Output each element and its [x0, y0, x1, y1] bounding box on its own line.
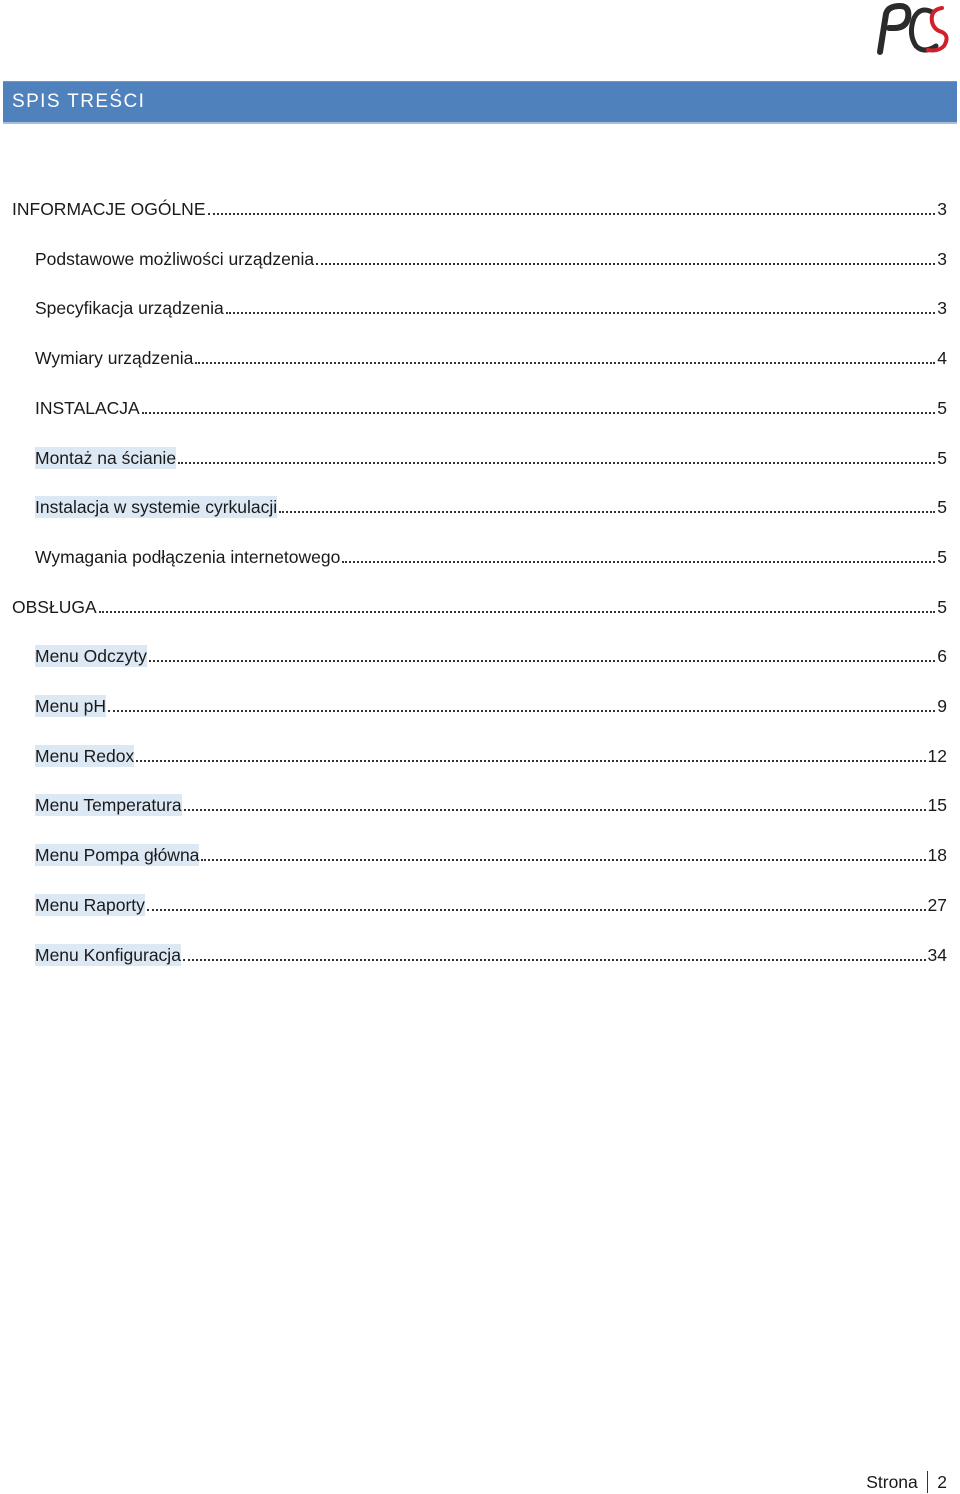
toc-entry-label[interactable]: OBSŁUGA — [12, 597, 97, 617]
toc-dot-leader — [316, 262, 935, 265]
toc-entry-page[interactable]: 6 — [937, 646, 947, 666]
toc-entry[interactable] — [35, 842, 947, 866]
toc-entry-page[interactable]: 5 — [937, 547, 947, 567]
toc-entry-page[interactable]: 15 — [927, 795, 947, 815]
toc-entry-label[interactable]: Montaż na ścianie — [35, 448, 177, 468]
footer-label: Strona — [866, 1471, 918, 1492]
toc-entry[interactable] — [35, 494, 947, 518]
toc-entry-page[interactable]: 34 — [927, 945, 947, 965]
toc-entry-label[interactable]: Specyfikacja urządzenia — [35, 298, 224, 318]
toc-entry-page[interactable]: 4 — [937, 348, 947, 368]
toc-entry-page[interactable]: 3 — [937, 249, 947, 269]
toc-dot-leader — [342, 560, 935, 563]
toc-entry[interactable] — [35, 445, 947, 469]
toc-dot-leader — [279, 510, 935, 513]
toc-dot-leader — [183, 958, 926, 961]
toc-entry[interactable] — [35, 544, 947, 568]
toc-dot-leader — [149, 659, 935, 662]
toc-dot-leader — [195, 361, 935, 364]
toc-entry-label[interactable]: Menu Raporty — [35, 895, 145, 915]
toc-dot-leader — [136, 759, 925, 762]
toc-entry[interactable] — [35, 743, 947, 767]
toc-entry[interactable] — [12, 196, 947, 220]
pcs-logo-icon — [870, 0, 952, 58]
toc-entry-label[interactable]: Menu Temperatura — [35, 795, 182, 815]
toc-entry[interactable] — [35, 246, 947, 270]
toc-title: SPIS TREŚCI — [12, 91, 146, 112]
toc-entry[interactable] — [35, 792, 947, 816]
toc-entry[interactable] — [35, 345, 947, 369]
toc-entry-page[interactable]: 3 — [937, 298, 947, 318]
toc-dot-leader — [108, 709, 935, 712]
toc-entry-page[interactable]: 18 — [927, 845, 947, 865]
toc-entry-label[interactable]: Menu Redox — [35, 746, 135, 766]
toc-entry-label[interactable]: Instalacja w systemie cyrkulacji — [35, 497, 278, 517]
toc-entry-page[interactable]: 9 — [937, 696, 947, 716]
toc-dot-leader — [99, 610, 936, 613]
toc-dot-leader — [226, 311, 936, 314]
toc-entry[interactable] — [35, 892, 947, 916]
toc-entry-label[interactable]: Podstawowe możliwości urządzenia — [35, 249, 315, 269]
toc-dot-leader — [201, 858, 925, 861]
toc-entry-label[interactable]: Menu pH — [35, 696, 107, 716]
toc-entry-label[interactable]: INFORMACJE OGÓLNE — [12, 199, 206, 219]
toc-entry-page[interactable]: 3 — [937, 199, 947, 219]
toc-entry-page[interactable]: 5 — [937, 597, 947, 617]
toc-entry-label[interactable]: Menu Pompa główna — [35, 845, 200, 865]
toc-entry[interactable] — [35, 295, 947, 319]
page-number: 2 — [937, 1471, 947, 1492]
toc-entry-label[interactable]: Menu Odczyty — [35, 646, 147, 666]
toc-entry[interactable] — [35, 643, 947, 667]
toc-entry-label[interactable]: Wymagania podłączenia internetowego — [35, 547, 341, 567]
toc-entry[interactable] — [35, 942, 947, 966]
toc-dot-leader — [208, 212, 936, 215]
toc-entry-page[interactable]: 27 — [927, 895, 947, 915]
toc-entry-page[interactable]: 5 — [937, 398, 947, 418]
toc-dot-leader — [147, 908, 926, 911]
toc-dot-leader — [178, 461, 935, 464]
toc-entry-label[interactable]: INSTALACJA — [35, 398, 140, 418]
footer-divider — [927, 1471, 929, 1493]
toc-entry-page[interactable]: 12 — [927, 746, 947, 766]
toc-entry-label[interactable]: Menu Konfiguracja — [35, 945, 181, 965]
toc-entry[interactable] — [12, 594, 947, 618]
toc-header-bar — [3, 81, 957, 124]
toc-entry-page[interactable]: 5 — [937, 497, 947, 517]
toc-dot-leader — [184, 808, 926, 811]
toc-entry-page[interactable]: 5 — [937, 448, 947, 468]
page-footer — [866, 1471, 947, 1493]
toc-entry[interactable] — [35, 693, 947, 717]
toc-entry[interactable] — [35, 395, 947, 419]
toc-entry-label[interactable]: Wymiary urządzenia — [35, 348, 194, 368]
toc-dot-leader — [142, 411, 936, 414]
